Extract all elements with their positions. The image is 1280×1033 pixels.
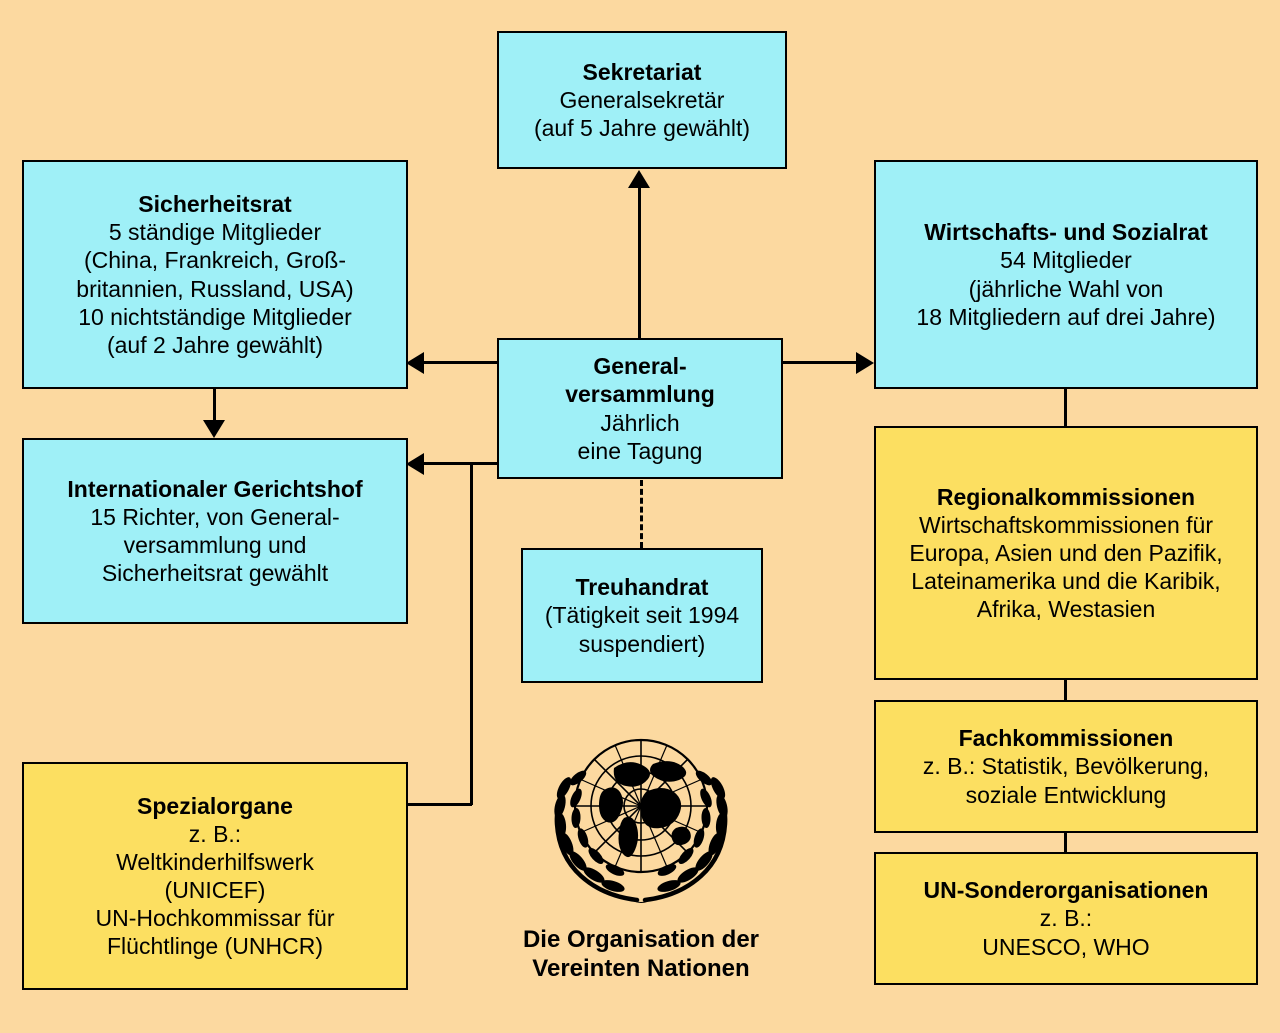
connector-gv-to-spezialorgane-horizontal (408, 803, 472, 806)
arrowhead-wirtschaftsrat (856, 352, 874, 374)
box-fach-line-2: soziale Entwicklung (965, 781, 1167, 808)
box-spezialorgane-line-2: Weltkinderhilfswerk (116, 848, 314, 875)
box-spezialorgane[interactable] (22, 762, 408, 990)
box-igh-title: Internationaler Gerichtshof (67, 475, 363, 502)
box-regionalkommissionen[interactable] (874, 426, 1258, 680)
emblem-caption-line-1: Die Organisation der (522, 926, 760, 953)
box-spezialorgane-line-3: (UNICEF) (164, 877, 266, 903)
arrowhead-igh-top (203, 420, 225, 438)
box-spezialorgane-title: Spezialorgane (137, 792, 293, 819)
box-sicherheitsrat-line-3: britannien, Russland, USA) (76, 275, 354, 302)
emblem-caption-line-2: Vereinten Nationen (532, 954, 750, 982)
box-regional-line-4: Afrika, Westasien (976, 596, 1156, 623)
box-fachkommissionen[interactable] (874, 700, 1258, 833)
box-igh-line-1: 15 Richter, von General- (90, 503, 340, 530)
box-sekretariat-line-1: Generalsekretär (559, 86, 725, 113)
box-internationaler-gerichtshof[interactable] (22, 438, 408, 624)
box-regional-title: Regionalkommissionen (936, 483, 1196, 510)
box-spezialorgane-line-1: z. B.: (188, 820, 242, 847)
box-igh-line-3: Sicherheitsrat gewählt (101, 560, 329, 587)
box-wirtschaftsrat-line-2: (jährliche Wahl von (968, 275, 1164, 302)
connector-gv-to-igh (424, 462, 498, 465)
arrowhead-sekretariat (628, 170, 650, 188)
box-treuhandrat-line-1: (Tätigkeit seit 1994 (544, 602, 740, 629)
connector-fach-to-sonder (1064, 831, 1067, 854)
connector-gv-to-sicherheitsrat (424, 361, 498, 364)
box-sicherheitsrat-line-5: (auf 2 Jahre gewählt) (106, 331, 324, 358)
box-sekretariat-title: Sekretariat (582, 58, 702, 85)
box-generalversammlung-title-line-2: versammlung (565, 381, 715, 408)
box-wirtschaftsrat-line-3: 18 Mitgliedern auf drei Jahre) (916, 303, 1216, 330)
box-un-sonderorganisationen[interactable] (874, 852, 1258, 985)
box-sicherheitsrat[interactable] (22, 160, 408, 389)
connector-gv-to-sekretariat (638, 187, 641, 339)
box-fach-line-1: z. B.: Statistik, Bevölkerung, (922, 753, 1210, 780)
box-generalversammlung-title-line-1: General- (593, 353, 687, 380)
box-regional-line-1: Wirtschaftskommissionen für (919, 511, 1213, 538)
connector-gv-to-spezialorgane-vertical (470, 462, 473, 805)
box-sonder-title: UN-Sonderorganisationen (923, 877, 1209, 904)
box-regional-line-2: Europa, Asien und den Pazifik, (909, 539, 1223, 566)
connector-regional-to-fach (1064, 678, 1067, 702)
emblem-block (497, 718, 785, 984)
box-spezialorgane-line-4: UN-Hochkommissar für (95, 905, 335, 932)
connector-gv-to-wirtschaftsrat (783, 361, 857, 364)
box-sonder-line-1: z. B.: (1039, 905, 1093, 932)
box-generalversammlung-line-1: Jährlich (600, 409, 680, 436)
box-sicherheitsrat-line-2: (China, Frankreich, Groß- (83, 247, 346, 274)
box-regional-line-3: Lateinamerika und die Karibik, (911, 568, 1221, 595)
box-wirtschaftsrat-line-1: 54 Mitglieder (1000, 247, 1132, 274)
box-fach-title: Fachkommissionen (958, 725, 1174, 752)
box-treuhandrat[interactable] (521, 548, 763, 683)
box-generalversammlung-line-2: eine Tagung (577, 437, 703, 464)
connector-wirtschaftsrat-to-regional (1064, 387, 1067, 428)
box-sicherheitsrat-title: Sicherheitsrat (138, 191, 292, 218)
connector-gv-to-treuhandrat-dashed (640, 480, 643, 548)
box-wirtschafts-und-sozialrat[interactable] (874, 160, 1258, 389)
un-emblem (516, 718, 766, 918)
box-treuhandrat-line-2: suspendiert) (578, 630, 706, 657)
box-generalversammlung[interactable] (497, 338, 783, 479)
box-sekretariat[interactable] (497, 31, 787, 169)
box-treuhandrat-title: Treuhandrat (575, 574, 709, 601)
box-sicherheitsrat-line-1: 5 ständige Mitglieder (108, 219, 322, 246)
box-sicherheitsrat-line-4: 10 nichtständige Mitglieder (78, 303, 352, 330)
connector-sicherheitsrat-to-igh (213, 389, 216, 421)
box-sonder-line-2: UNESCO, WHO (982, 933, 1150, 960)
arrowhead-sicherheitsrat (406, 352, 424, 374)
box-wirtschaftsrat-title: Wirtschafts- und Sozialrat (924, 219, 1208, 246)
emblem-caption (523, 926, 759, 984)
box-spezialorgane-line-5: Flüchtlinge (UNHCR) (107, 933, 323, 960)
box-igh-line-2: versammlung und (123, 532, 307, 558)
arrowhead-igh-side (406, 453, 424, 475)
box-sekretariat-line-2: (auf 5 Jahre gewählt) (533, 115, 751, 142)
